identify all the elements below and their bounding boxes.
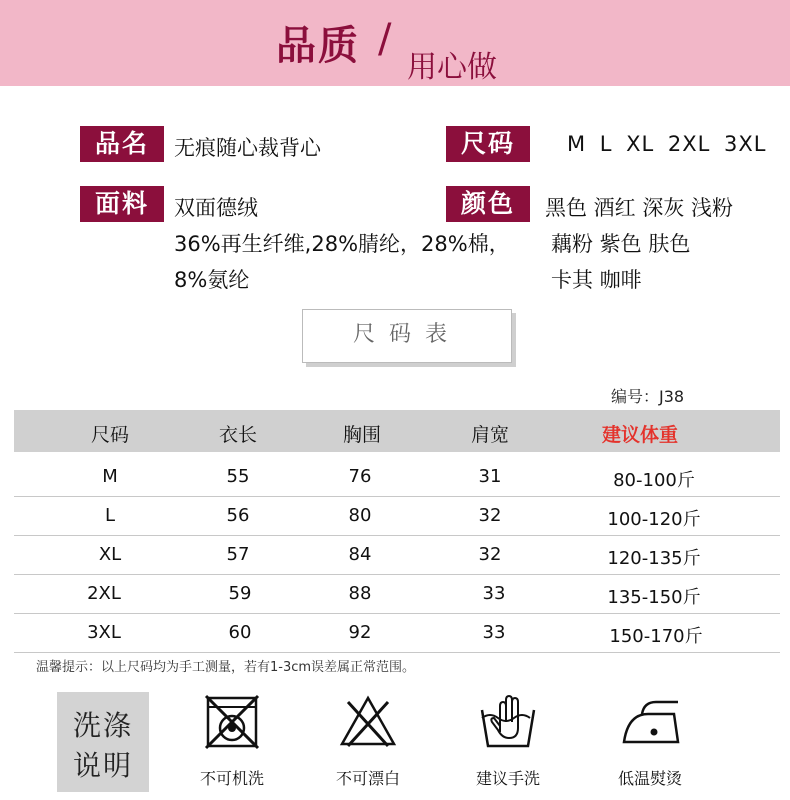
no-machine-wash-icon (202, 692, 262, 752)
cell-weight: 135-150斤 (607, 587, 701, 608)
color-line-2: 藕粉 紫色 肤色 (551, 232, 691, 256)
color-tag: 颜色 (446, 186, 530, 222)
cell-shoulder: 33 (482, 622, 506, 643)
banner-subtitle: 用心做 (407, 50, 497, 85)
header-length: 衣长 (218, 424, 257, 446)
table-row (14, 497, 780, 536)
size-chart-title: 尺码表 (302, 309, 512, 363)
care-title-line-2: 说明 (72, 749, 133, 782)
product-code: 编号：J38 (611, 387, 685, 406)
banner-slash: / (378, 16, 392, 62)
cell-weight: 150-170斤 (609, 626, 703, 647)
cell-chest: 84 (348, 544, 372, 565)
cell-chest: 80 (348, 505, 372, 526)
low-iron-icon (620, 692, 684, 752)
size-values: M L XL 2XL 3XL (567, 132, 767, 156)
cell-weight: 100-120斤 (607, 509, 701, 530)
cell-length: 56 (226, 505, 250, 526)
cell-size: 3XL (87, 622, 121, 643)
header-size: 尺码 (90, 424, 129, 446)
cell-length: 59 (228, 583, 252, 604)
cell-shoulder: 32 (478, 505, 502, 526)
care-item-no-bleach (308, 692, 428, 796)
cell-weight: 120-135斤 (607, 548, 701, 569)
header-chest: 胸围 (342, 424, 381, 446)
care-label: 建议手洗 (475, 769, 540, 788)
cell-shoulder: 33 (482, 583, 506, 604)
care-label: 不可漂白 (335, 769, 400, 788)
no-bleach-icon (338, 692, 398, 752)
care-item-low-iron (590, 692, 710, 796)
cell-weight: 80-100斤 (613, 470, 695, 491)
cell-chest: 88 (348, 583, 372, 604)
measurement-note: 温馨提示：以上尺码均为手工测量，若有1-3cm误差属正常范围。 (36, 660, 416, 675)
care-title-line-1: 洗涤 (72, 709, 133, 742)
color-line-3: 卡其 咖啡 (551, 268, 642, 292)
size-table-header (14, 410, 780, 452)
table-row (14, 458, 780, 497)
fabric-composition-1: 36%再生纤维,28%腈纶，28%棉， (174, 232, 510, 256)
care-item-no-machine-wash (172, 692, 292, 796)
color-line-1: 黑色 酒红 深灰 浅粉 (545, 196, 734, 220)
table-row (14, 536, 780, 575)
fabric-tag: 面料 (80, 186, 164, 222)
header-shoulder: 肩宽 (470, 424, 509, 446)
care-item-hand-wash (448, 692, 568, 796)
size-tag: 尺码 (446, 126, 530, 162)
cell-size: 2XL (87, 583, 121, 604)
cell-shoulder: 31 (478, 466, 502, 487)
header-weight: 建议体重 (601, 424, 678, 446)
cell-chest: 76 (348, 466, 372, 487)
hand-wash-icon (478, 692, 538, 752)
table-row (14, 575, 780, 614)
cell-size: M (102, 466, 118, 487)
cell-shoulder: 32 (478, 544, 502, 565)
cell-size: XL (98, 544, 122, 565)
cell-size: L (104, 505, 116, 526)
care-label: 低温熨烫 (617, 769, 682, 788)
cell-length: 57 (226, 544, 250, 565)
fabric-value: 双面德绒 (174, 196, 258, 220)
product-name-value: 无痕随心裁背心 (174, 136, 321, 160)
banner-title: 品质 (276, 23, 360, 69)
care-title-box (57, 692, 149, 792)
cell-chest: 92 (348, 622, 372, 643)
cell-length: 55 (226, 466, 250, 487)
table-row (14, 614, 780, 653)
care-label: 不可机洗 (199, 769, 264, 788)
cell-length: 60 (228, 622, 252, 643)
header-banner (0, 0, 790, 86)
fabric-composition-2: 8%氨纶 (174, 268, 250, 292)
product-name-tag: 品名 (80, 126, 164, 162)
